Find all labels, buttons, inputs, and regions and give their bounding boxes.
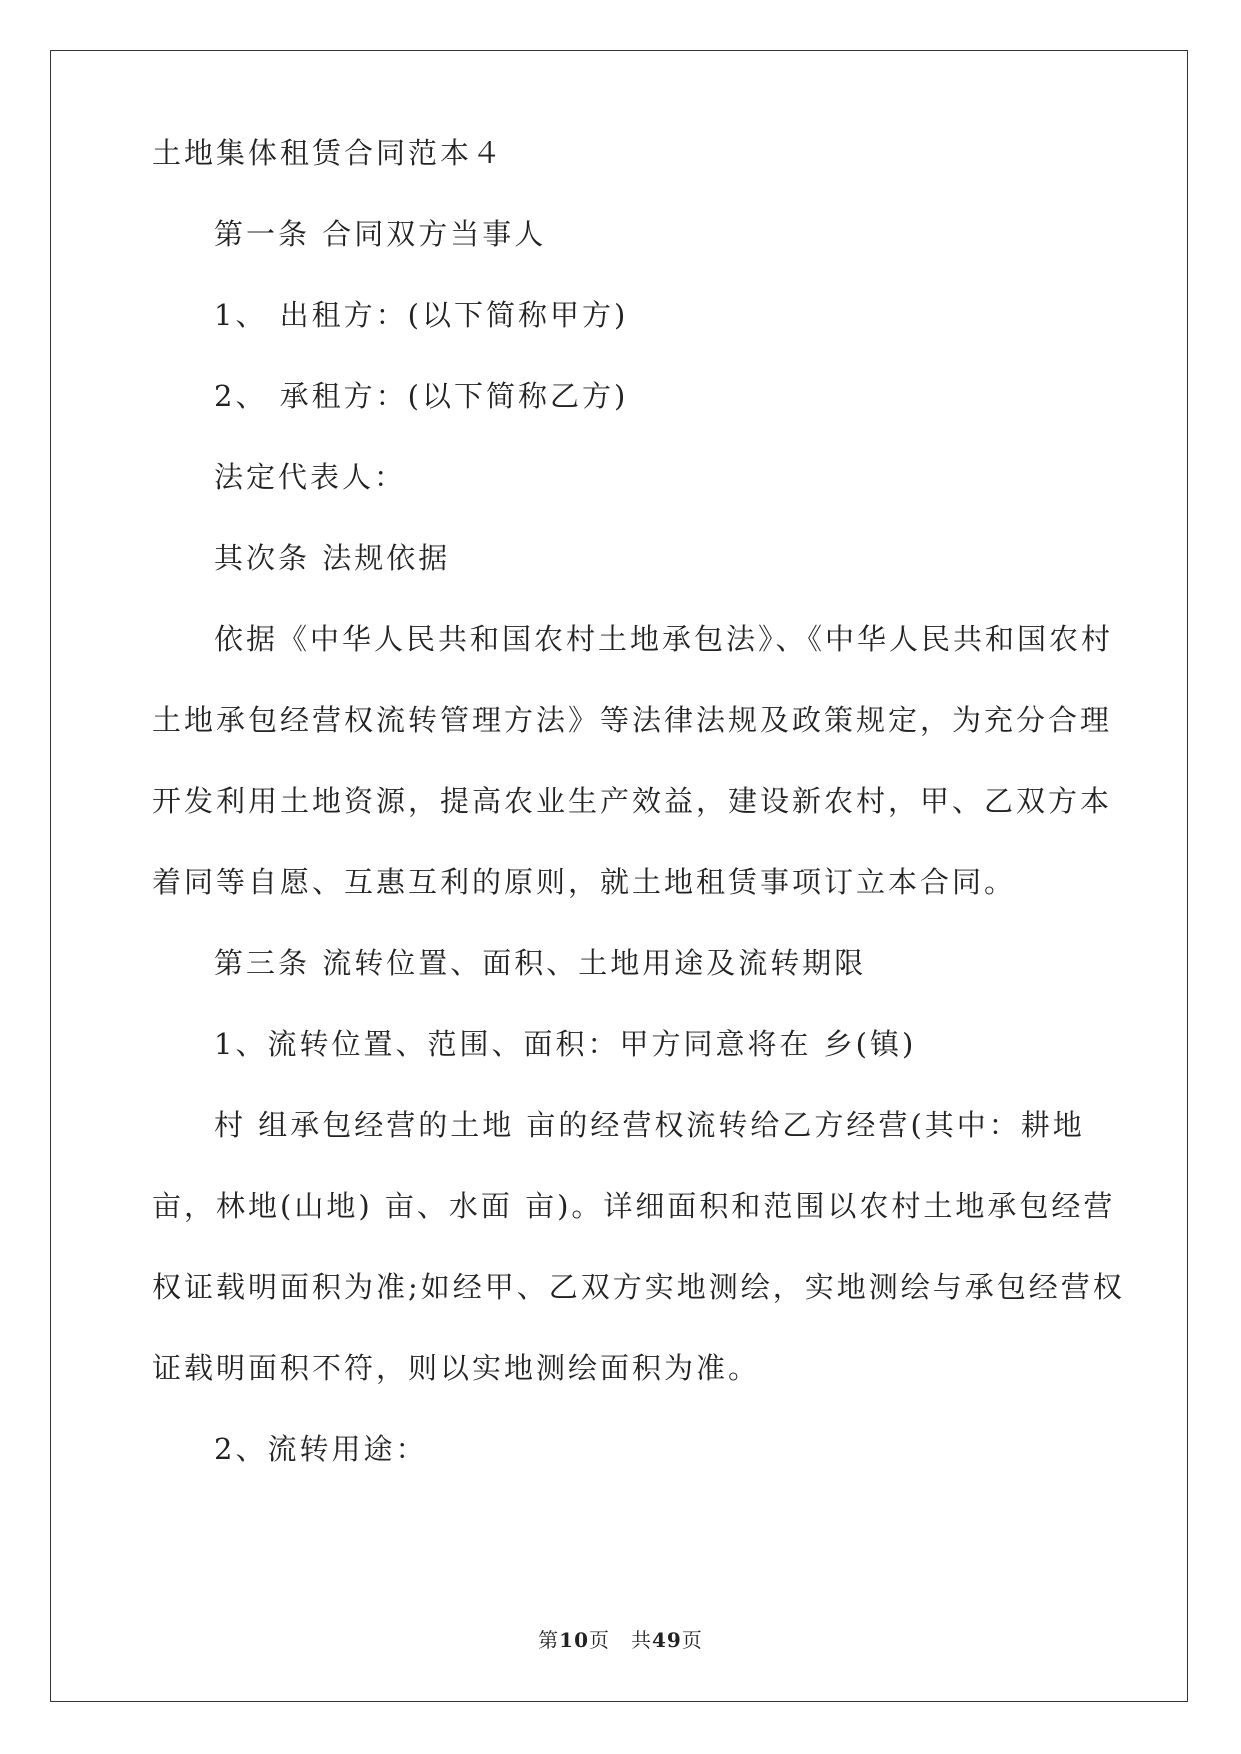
article-3-heading: 第三条 流转位置、面积、土地用途及流转期限 xyxy=(214,946,867,980)
page-suffix: 页 xyxy=(681,1628,703,1652)
paragraph-line: 开发利用土地资源，提高农业生产效益，建设新农村，甲、乙双方本 xyxy=(152,784,1113,818)
party-lessor: 1、 出租方：(以下简称甲方) xyxy=(214,298,629,332)
page-mid: 页 共 xyxy=(589,1628,652,1652)
current-page-number: 10 xyxy=(559,1628,589,1652)
party-lessee: 2、 承租方：(以下简称乙方) xyxy=(214,379,629,413)
paragraph-line: 着同等自愿、互惠互利的原则，就土地租赁事项订立本合同。 xyxy=(152,865,1017,899)
paragraph-line: 土地承包经营权流转管理方法》等法律法规及政策规定，为充分合理 xyxy=(152,703,1113,737)
paragraph-line: 权证载明面积为准;如经甲、乙双方实地测绘，实地测绘与承包经营权 xyxy=(152,1270,1125,1304)
paragraph-line: 村 组承包经营的土地 亩的经营权流转给乙方经营(其中：耕地 xyxy=(214,1108,1085,1142)
paragraph-line: 亩，林地(山地) 亩、水面 亩)。详细面积和范围以农村土地承包经营 xyxy=(152,1189,1116,1223)
total-page-number: 49 xyxy=(652,1628,682,1652)
paragraph-line: 2、流转用途： xyxy=(214,1432,428,1466)
article-2-heading: 其次条 法规依据 xyxy=(214,541,451,575)
article-1-heading: 第一条 合同双方当事人 xyxy=(214,217,547,251)
paragraph-line: 1、流转位置、范围、面积：甲方同意将在 乡(镇) xyxy=(214,1027,917,1061)
page-number-footer xyxy=(0,1624,1241,1653)
document-body xyxy=(152,136,1125,1490)
page-prefix: 第 xyxy=(538,1628,560,1652)
legal-representative: 法定代表人： xyxy=(214,460,407,494)
document-title: 土地集体租赁合同范本４ xyxy=(152,136,505,170)
paragraph-line: 证载明面积不符，则以实地测绘面积为准。 xyxy=(152,1351,761,1385)
paragraph-line: 依据《中华人民共和国农村土地承包法》、《中华人民共和国农村 xyxy=(214,622,1114,656)
